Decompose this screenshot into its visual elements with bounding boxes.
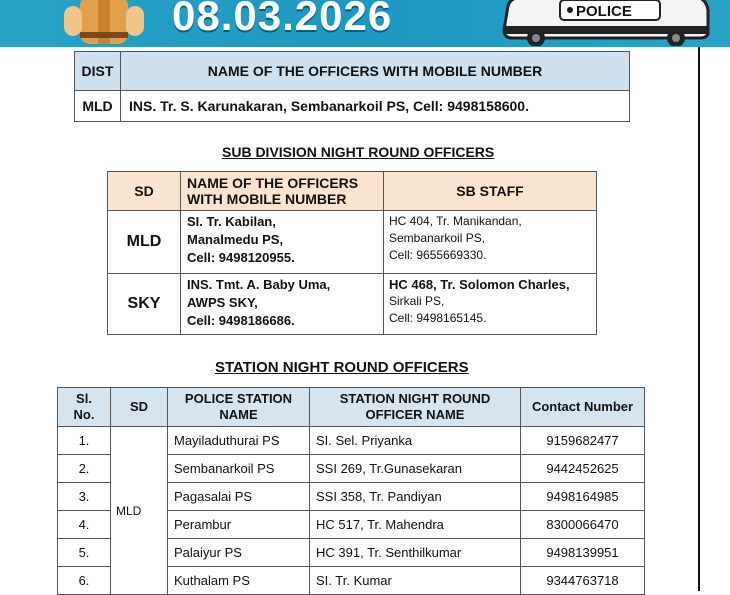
sb-staff-line: Sirkali PS,	[389, 294, 445, 308]
round-officer-cell: SI. Tr. Kumar	[310, 567, 521, 595]
officer-line: Cell: 9498186686.	[187, 313, 295, 328]
sb-staff-line: Cell: 9655669330.	[389, 248, 487, 262]
police-officer-icon	[58, 0, 150, 44]
header-officer	[181, 172, 384, 211]
district-officer-table	[74, 51, 630, 122]
round-officer-cell: HC 391, Tr. Senthilkumar	[310, 539, 521, 567]
header-off-line1: STATION NIGHT ROUND	[339, 391, 491, 406]
sb-staff-line: Cell: 9498165145.	[389, 311, 487, 325]
page-border-line	[698, 47, 700, 591]
header-round-officer	[310, 388, 521, 427]
police-van-icon	[500, 0, 712, 46]
header-officer-line2: WITH MOBILE NUMBER	[187, 191, 347, 207]
officer-line: INS. Tmt. A. Baby Uma,	[187, 277, 331, 292]
sd-cell: MLD	[108, 211, 181, 274]
header-officer-line1: NAME OF THE OFFICERS	[187, 175, 359, 191]
header-sl-no	[58, 388, 111, 427]
police-station-cell: Palaiyur PS	[168, 539, 310, 567]
police-station-cell: Mayiladuthurai PS	[168, 427, 310, 455]
header-banner	[0, 0, 730, 47]
header-ps-line1: POLICE STATION	[184, 391, 293, 406]
contact-cell: 9344763718	[521, 567, 645, 595]
contact-cell: 9498164985	[521, 483, 645, 511]
sb-staff-cell	[384, 274, 597, 335]
contact-cell: 9159682477	[521, 427, 645, 455]
table-row	[108, 274, 597, 335]
subdivision-table	[107, 171, 597, 335]
sl-no-cell: 5.	[58, 539, 111, 567]
sl-no-cell: 2.	[58, 455, 111, 483]
sb-staff-line: HC 404, Tr. Manikandan,	[389, 214, 522, 228]
header-dist: DIST	[75, 52, 121, 91]
sb-staff-line: HC 468, Tr. Solomon Charles,	[389, 277, 570, 292]
sd-cell: MLD	[111, 427, 168, 595]
police-station-cell: Perambur	[168, 511, 310, 539]
header-contact: Contact Number	[521, 388, 645, 427]
table-row	[75, 91, 630, 122]
police-station-cell: Sembanarkoil PS	[168, 455, 310, 483]
contact-cell: 9498139951	[521, 539, 645, 567]
officer-line: AWPS SKY,	[187, 295, 258, 310]
banner-date: 08.03.2026	[172, 0, 393, 39]
round-officer-cell: SI. Sel. Priyanka	[310, 427, 521, 455]
sl-no-cell: 4.	[58, 511, 111, 539]
sb-staff-line: Sembanarkoil PS,	[389, 231, 486, 245]
header-sd: SD	[111, 388, 168, 427]
officer-name-cell: INS. Tr. S. Karunakaran, Sembanarkoil PS, Cell: 9498158600.	[121, 91, 630, 122]
header-officer-name: NAME OF THE OFFICERS WITH MOBILE NUMBER	[121, 52, 630, 91]
header-sl-line1: Sl.	[76, 391, 92, 406]
round-officer-cell: SSI 269, Tr.Gunasekaran	[310, 455, 521, 483]
header-sd: SD	[108, 172, 181, 211]
header-police-station	[168, 388, 310, 427]
contact-cell: 9442452625	[521, 455, 645, 483]
officer-line: SI. Tr. Kabilan,	[187, 214, 276, 229]
dist-cell: MLD	[75, 91, 121, 122]
contact-cell: 8300066470	[521, 511, 645, 539]
table-row	[108, 211, 597, 274]
header-sb-staff: SB STAFF	[384, 172, 597, 211]
header-sl-line2: No.	[73, 407, 95, 422]
officer-cell	[181, 274, 384, 335]
police-station-cell: Pagasalai PS	[168, 483, 310, 511]
officer-line: Manalmedu PS,	[187, 232, 284, 247]
round-officer-cell: SSI 358, Tr. Pandiyan	[310, 483, 521, 511]
officer-cell	[181, 211, 384, 274]
station-title: STATION NIGHT ROUND OFFICERS	[215, 359, 469, 376]
round-officer-cell: HC 517, Tr. Mahendra	[310, 511, 521, 539]
header-off-line2: OFFICER NAME	[365, 407, 465, 422]
officer-line: Cell: 9498120955.	[187, 250, 295, 265]
sl-no-cell: 1.	[58, 427, 111, 455]
sb-staff-cell	[384, 211, 597, 274]
police-station-cell: Kuthalam PS	[168, 567, 310, 595]
subdivision-title: SUB DIVISION NIGHT ROUND OFFICERS	[222, 144, 495, 160]
sl-no-cell: 6.	[58, 567, 111, 595]
sl-no-cell: 3.	[58, 483, 111, 511]
station-table	[57, 387, 645, 595]
header-ps-line2: NAME	[219, 407, 258, 422]
van-label: POLICE	[576, 3, 632, 20]
table-header-row	[108, 172, 597, 211]
table-header-row	[58, 388, 645, 427]
sd-cell: SKY	[108, 274, 181, 335]
table-header-row	[75, 52, 630, 91]
table-row	[58, 427, 645, 455]
